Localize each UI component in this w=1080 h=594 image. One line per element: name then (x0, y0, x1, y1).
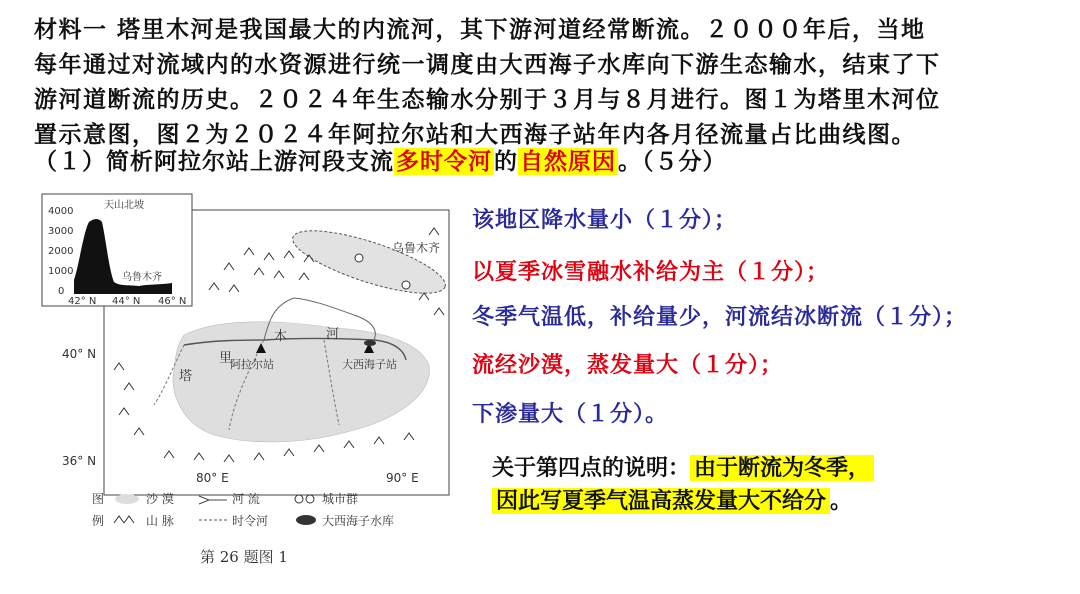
note-label: 关于第四点的说明： (492, 455, 691, 481)
answer-line-5: 下渗量大（１分）。 (472, 401, 669, 427)
legend-mountain-label: 山 脉 (146, 514, 174, 528)
question (34, 143, 727, 176)
inset-ytick: 1000 (48, 266, 74, 277)
note-highlight-1: 由于断流为冬季， (690, 455, 874, 481)
inset-ytick: 3000 (48, 226, 74, 237)
lon-80-label: 80° E (196, 471, 229, 485)
daxi-station-label: 大西海子站 (342, 358, 397, 371)
legend-river-symbol (199, 496, 227, 504)
map-char-ta: 塔 (179, 369, 193, 384)
inset-xtick: 46° N (158, 296, 187, 307)
lat-40-label: 40° N (62, 347, 97, 361)
inset-ytick: 4000 (48, 206, 74, 217)
inset-ytick: 0 (58, 286, 65, 297)
material-line: 每年通过对流域内的水资源进行统一调度由大西海子水库向下游生态输水，结束了下 (34, 51, 941, 78)
legend-mountain-symbol (114, 516, 134, 523)
legend-river-label: 河 流 (232, 492, 260, 506)
city-dot (355, 254, 363, 262)
legend-city-symbol (295, 495, 303, 503)
material-line: 置示意图，图２为２０２４年阿拉尔站和大西海子站年内各月径流量占比曲线图。 (34, 121, 916, 148)
question-suffix: 。（５分） (618, 148, 727, 175)
inset-xtick: 42° N (68, 296, 97, 307)
legend-reservoir-symbol (296, 515, 316, 525)
material-line: 游河道断流的历史。２０２４年生态输水分别于３月与８月进行。图１为塔里木河位 (34, 86, 941, 113)
map-caption: 第 26 题图 1 (200, 548, 288, 566)
question-mid: 的 (494, 148, 518, 175)
legend-desert-swatch (115, 494, 139, 504)
legend-li: 例 (92, 514, 105, 528)
answer-line-2: 以夏季冰雪融水补给为主（１分）； (472, 259, 830, 285)
legend-seasonal-label: 时令河 (232, 514, 269, 528)
map-char-mu: 木 (274, 329, 288, 344)
material-line: 材料一 塔里木河是我国最大的内流河，其下游河道经常断流。２０００年后，当地 (34, 16, 926, 43)
lon-90-label: 90° E (386, 471, 419, 485)
question-highlight-natural-reason: 自然原因 (520, 148, 616, 175)
tarim-river-map (34, 190, 454, 535)
urumqi-label: 乌鲁木齐 (392, 241, 441, 255)
answer-line-4: 流经沙漠，蒸发量大（１分）； (472, 352, 784, 378)
map-char-he: 河 (326, 327, 340, 342)
material-paragraph (34, 12, 1054, 152)
legend-tu: 图 (92, 492, 105, 506)
legend-city-symbol (306, 495, 314, 503)
inset-xtick: 44° N (112, 296, 141, 307)
inset-city-label: 乌鲁木齐 (122, 272, 162, 283)
legend-city-label: 城市群 (322, 492, 359, 506)
note-line-1 (492, 451, 874, 482)
legend-desert-label: 沙 漠 (146, 492, 174, 506)
inset-title: 天山北坡 (104, 200, 144, 211)
legend-reservoir-label: 大西海子水库 (322, 514, 395, 528)
note-end: 。 (830, 488, 853, 514)
map-char-li: 里 (219, 351, 233, 366)
question-highlight-seasonal-river: 多时令河 (396, 148, 492, 175)
answer-line-3: 冬季气温低，补给量少，河流结冰断流（１分）； (472, 304, 968, 330)
daxi-reservoir (364, 340, 376, 346)
city-dot (402, 281, 410, 289)
map-figure (34, 190, 454, 580)
note-line-2 (492, 484, 852, 515)
lat-36-label: 36° N (62, 454, 97, 468)
inset-ytick: 2000 (48, 246, 74, 257)
answer-line-1: 该地区降水量小（１分）； (472, 207, 738, 233)
alar-station-label: 阿拉尔站 (230, 358, 274, 371)
note-highlight-2: 因此写夏季气温高蒸发量大不给分 (492, 488, 830, 514)
question-prefix: （１）简析阿拉尔站上游河段支流 (34, 148, 394, 175)
